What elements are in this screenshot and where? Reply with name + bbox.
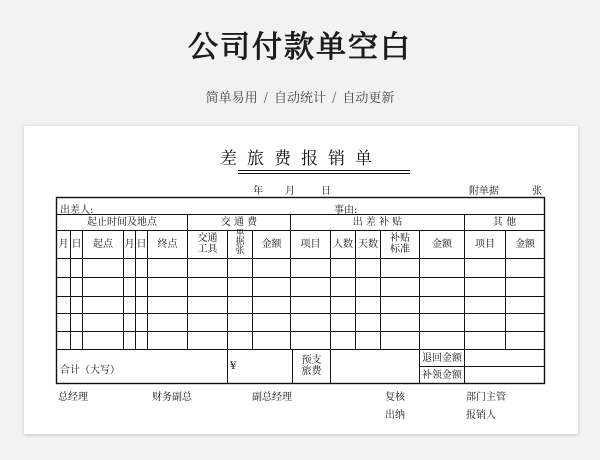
- traveler-field[interactable]: [104, 199, 304, 213]
- separator-1: /: [263, 91, 268, 106]
- total-amount-field[interactable]: [124, 350, 226, 383]
- page-title: 公司付款单空白: [188, 30, 412, 65]
- extra-amount-field[interactable]: [465, 367, 544, 383]
- date-month-label: 月: [285, 186, 295, 197]
- signature-finance-vp: 财务副总: [152, 392, 192, 403]
- col-month-1: 月: [58, 239, 69, 250]
- col-day-1: 日: [71, 239, 82, 250]
- title-underline-top: [238, 170, 410, 171]
- col-people: 人数: [333, 239, 353, 250]
- col-allow-item: 项目: [300, 239, 321, 250]
- col-transport-tool: 交通 工具: [197, 233, 218, 255]
- feature-1: 简单易用: [205, 91, 258, 106]
- attachments-unit: 张: [532, 186, 542, 197]
- extra-label: 补领金额: [422, 370, 462, 381]
- table-row[interactable]: [57, 332, 544, 349]
- col-standard: 补贴 标准: [390, 233, 410, 255]
- attachments-label: 附单据: [469, 186, 499, 197]
- col-other-amount: 金额: [515, 239, 535, 250]
- traveler-label: 出差人:: [60, 205, 94, 216]
- refund-label: 退回金额: [422, 353, 462, 364]
- feature-3: 自动更新: [342, 91, 395, 106]
- table-row[interactable]: [57, 314, 544, 331]
- reason-field[interactable]: [364, 199, 540, 213]
- form-title: 差旅费报销单: [220, 149, 382, 169]
- col-month-2: 月: [124, 239, 135, 250]
- signature-deputy-gm: 副总经理: [252, 392, 292, 403]
- signature-cashier: 出纳: [385, 410, 405, 421]
- table-row[interactable]: [57, 259, 544, 277]
- expense-form-paper: [24, 126, 578, 434]
- col-transport-amount: 金额: [261, 239, 282, 250]
- feature-list: [0, 87, 600, 106]
- feature-2: 自动统计: [273, 91, 326, 106]
- total-label: 合计（大写）: [60, 365, 120, 376]
- total-number-field[interactable]: [240, 350, 291, 383]
- col-days: 天数: [358, 239, 378, 250]
- date-year-label: 年: [253, 186, 263, 197]
- reason-label: 事由:: [334, 205, 358, 216]
- group-transport: 交 通 费: [220, 217, 258, 228]
- advance-label: 预支 旅费: [301, 355, 322, 377]
- col-start: 起点: [93, 239, 113, 250]
- separator-2: /: [332, 91, 337, 106]
- signature-dept-head: 部门主管: [466, 392, 506, 403]
- refund-amount-field[interactable]: [465, 350, 544, 366]
- table-row[interactable]: [57, 297, 544, 313]
- col-day-2: 日: [136, 239, 147, 250]
- col-other-item: 项目: [475, 239, 495, 250]
- signature-gm: 总经理: [58, 392, 88, 403]
- date-day-label: 日: [321, 186, 331, 197]
- signature-review: 复核: [385, 392, 405, 403]
- group-other: 其 他: [492, 217, 517, 228]
- group-time-place: 起止时间及地点: [87, 217, 157, 228]
- col-allow-amount: 金额: [432, 239, 452, 250]
- currency-symbol: ¥: [230, 361, 237, 372]
- hero-header: [0, 0, 600, 120]
- title-underline-bottom: [238, 173, 410, 174]
- signature-claimant: 报销人: [466, 410, 496, 421]
- advance-amount-field[interactable]: [331, 350, 419, 383]
- col-doc-count: 单 据 张: [235, 229, 245, 256]
- group-allowance: 出 差 补 贴: [352, 217, 403, 228]
- table-row[interactable]: [57, 278, 544, 296]
- col-end: 终点: [157, 239, 178, 250]
